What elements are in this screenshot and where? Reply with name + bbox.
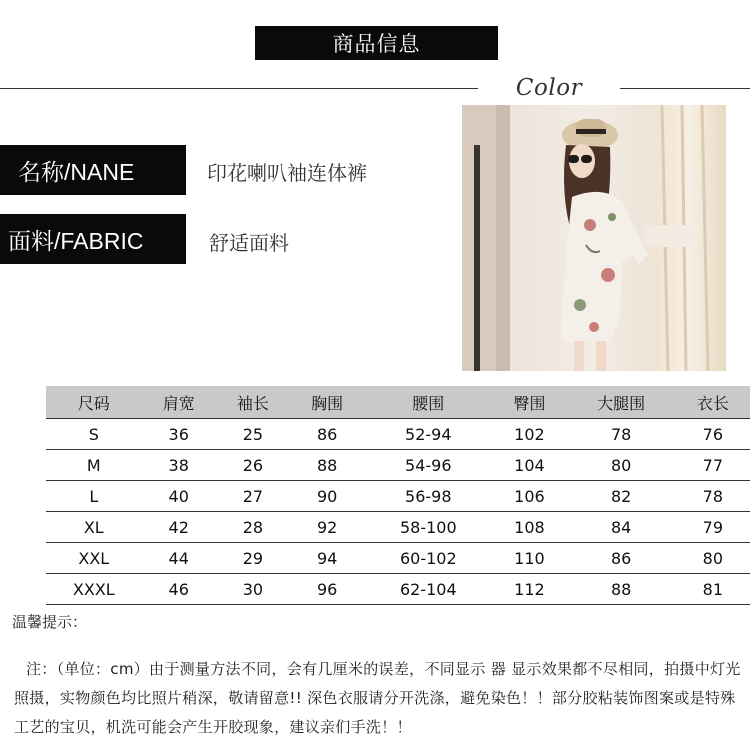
header-waist: 腰围 (364, 386, 492, 419)
table-cell: 27 (216, 481, 290, 512)
table-cell: 88 (290, 450, 364, 481)
table-cell: 42 (142, 512, 216, 543)
table-cell: 40 (142, 481, 216, 512)
table-cell: 36 (142, 419, 216, 450)
table-cell: 94 (290, 543, 364, 574)
table-cell: 92 (290, 512, 364, 543)
table-cell: 110 (492, 543, 566, 574)
name-label: 名称/NANE (18, 158, 135, 185)
care-note: 注：（单位：cm）由于测量方法不同，会有几厘米的误差，不同显示 器 显示效果都不尽相同，拍摄中灯光照摄，实物颜色均比照片稍深，敬请留意!! 深色衣服请分开洗涤，避免染色！！部分胶粘装饰图案或是特殊工艺的宝贝，机洗可能会产生开胶现象，建议亲们手洗！！ (14, 660, 741, 736)
size-chart-header-row (46, 386, 750, 419)
header-bust: 胸围 (290, 386, 364, 419)
table-cell: 96 (290, 574, 364, 605)
table-cell: 79 (676, 512, 750, 543)
table-cell: 81 (676, 574, 750, 605)
table-cell: 56-98 (364, 481, 492, 512)
table-cell: 80 (676, 543, 750, 574)
table-cell: 26 (216, 450, 290, 481)
table-cell: 86 (290, 419, 364, 450)
table-cell: 90 (290, 481, 364, 512)
fabric-label-box (0, 214, 186, 264)
table-cell: 38 (142, 450, 216, 481)
table-row (46, 574, 750, 605)
table-cell: XXL (46, 543, 142, 574)
tips-title: 温馨提示： (12, 613, 88, 631)
table-cell: 102 (492, 419, 566, 450)
table-cell: 76 (676, 419, 750, 450)
table-cell: 104 (492, 450, 566, 481)
section-title-banner (255, 26, 498, 60)
table-cell: 84 (567, 512, 676, 543)
name-label-box (0, 145, 186, 195)
table-cell: 77 (676, 450, 750, 481)
table-cell: XXXL (46, 574, 142, 605)
table-row (46, 512, 750, 543)
fabric-value: 舒适面料 (209, 231, 289, 255)
table-cell: S (46, 419, 142, 450)
table-cell: 88 (567, 574, 676, 605)
table-cell: 62-104 (364, 574, 492, 605)
table-cell: 58-100 (364, 512, 492, 543)
table-row (46, 543, 750, 574)
table-cell: 80 (567, 450, 676, 481)
table-cell: 52-94 (364, 419, 492, 450)
table-cell: 86 (567, 543, 676, 574)
table-cell: 54-96 (364, 450, 492, 481)
table-cell: 60-102 (364, 543, 492, 574)
table-cell: 78 (567, 419, 676, 450)
table-row (46, 419, 750, 450)
header-sleeve: 袖长 (216, 386, 290, 419)
color-display-label: Color (478, 70, 620, 106)
table-cell: 112 (492, 574, 566, 605)
table-cell: 46 (142, 574, 216, 605)
table-row (46, 450, 750, 481)
header-thigh: 大腿围 (567, 386, 676, 419)
table-cell: L (46, 481, 142, 512)
fabric-label: 面料/FABRIC (8, 227, 144, 254)
table-cell: 44 (142, 543, 216, 574)
product-photo (462, 105, 726, 371)
table-cell: XL (46, 512, 142, 543)
header-shoulder: 肩宽 (142, 386, 216, 419)
size-chart-table (46, 386, 750, 605)
table-cell: M (46, 450, 142, 481)
table-cell: 108 (492, 512, 566, 543)
header-size: 尺码 (46, 386, 142, 419)
section-title: 商品信息 (332, 32, 421, 56)
table-row (46, 481, 750, 512)
table-cell: 78 (676, 481, 750, 512)
header-hip: 臀围 (492, 386, 566, 419)
table-cell: 28 (216, 512, 290, 543)
table-cell: 30 (216, 574, 290, 605)
divider-line (0, 88, 750, 89)
table-cell: 82 (567, 481, 676, 512)
name-value: 印花喇叭袖连体裤 (207, 161, 367, 185)
header-length: 衣长 (676, 386, 750, 419)
table-cell: 106 (492, 481, 566, 512)
table-cell: 25 (216, 419, 290, 450)
table-cell: 29 (216, 543, 290, 574)
